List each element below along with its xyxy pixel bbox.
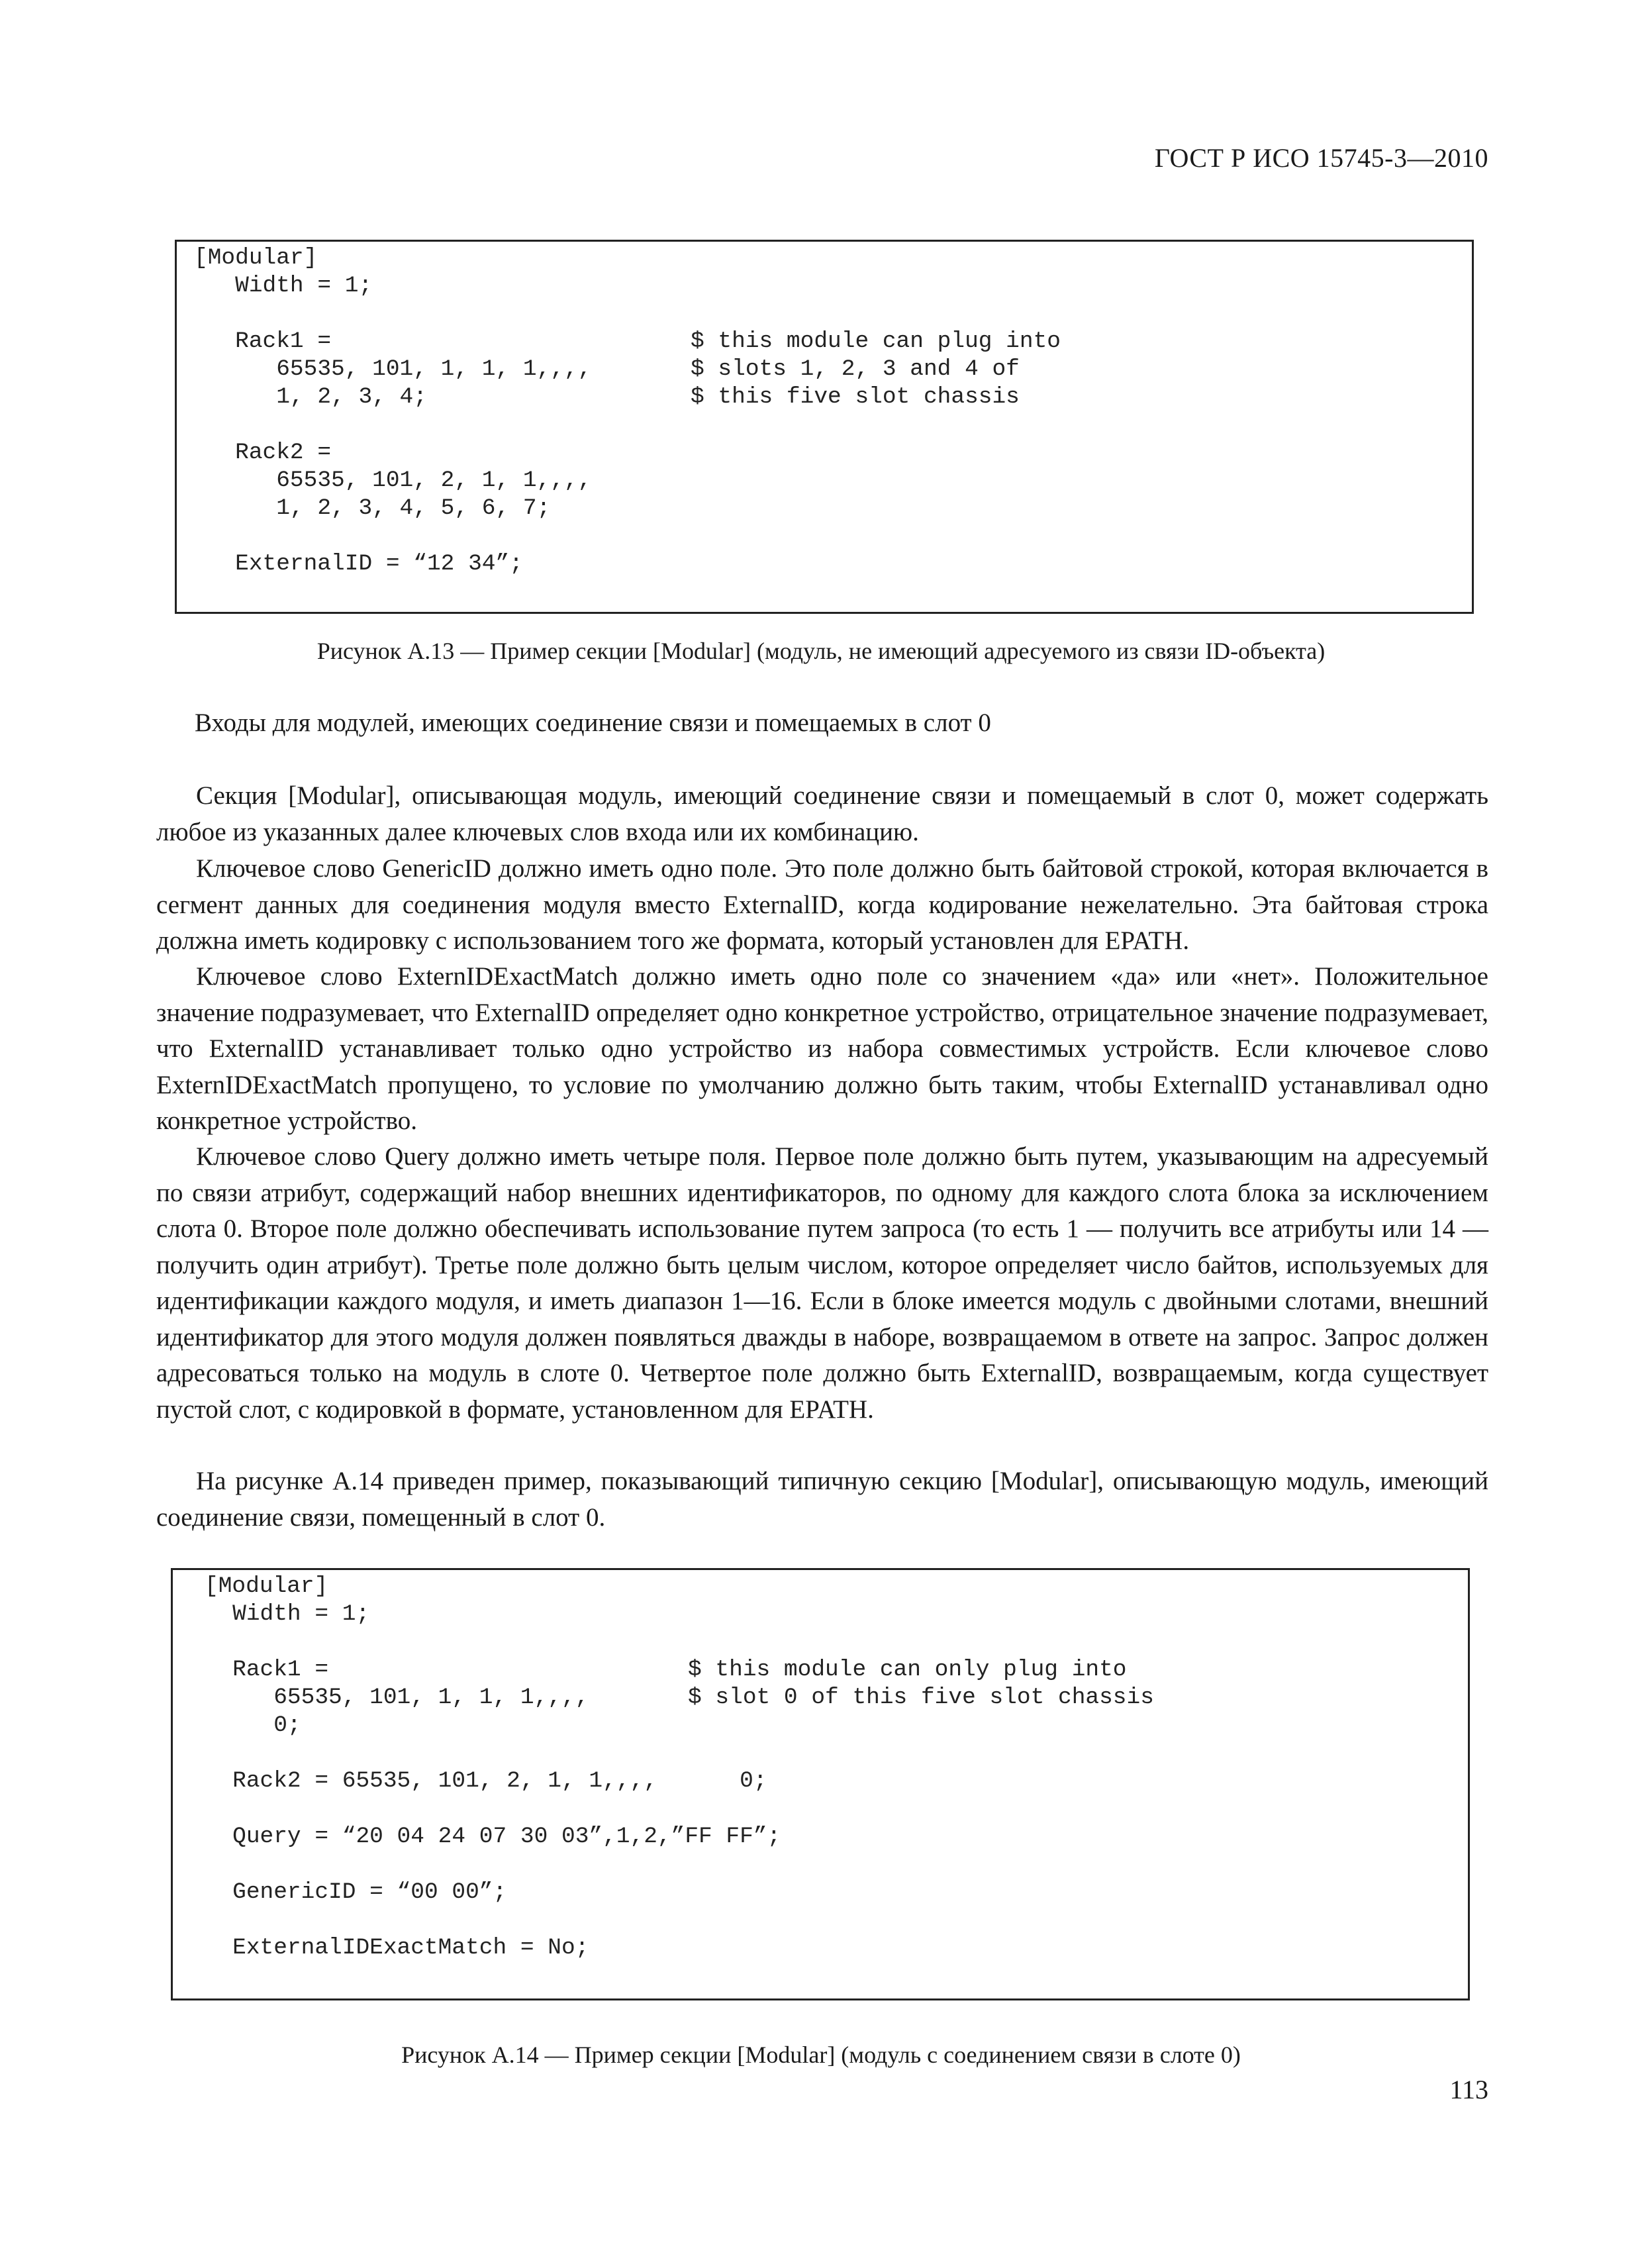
code-line: Query = “20 04 24 07 30 03”,1,2,”FF FF”; xyxy=(191,1824,781,1849)
code-line: ExternalIDExactMatch = No; xyxy=(191,1935,589,1961)
code-line: Rack1 = xyxy=(194,328,332,354)
code-line: ExternalID = “12 34”; xyxy=(194,551,523,577)
paragraph: Секция [Modular], описывающая модуль, имеющий соединение связи и помещаемый в слот 0, может содержать любое из указанных далее ключевых слов входа или их комбинацию. xyxy=(156,781,1488,846)
paragraph: На рисунке А.14 приведен пример, показывающий типичную секцию [Modular], описывающую модуль, имеющий соединение связи, помещенный в слот 0. xyxy=(156,1467,1488,1532)
code-block-figure-a14 xyxy=(171,1568,1470,2000)
code-comment: $ slots 1, 2, 3 and 4 of xyxy=(691,356,1020,382)
code-line: 65535, 101, 1, 1, 1,,,, xyxy=(191,1685,589,1710)
code-comment: $ this module can only plug into xyxy=(688,1657,1127,1683)
code-line: 65535, 101, 1, 1, 1,,,, xyxy=(194,356,592,382)
code-comment: $ slot 0 of this five slot chassis xyxy=(688,1685,1154,1710)
paragraph: Ключевое слово ExternIDExactMatch должно иметь одно поле со значением «да» или «нет». Положительное значение подразумевает, что ExternalID определяет одно конкретное устройство, отрицательное значение подразумевает, что ExternalID устанавливает только одно устройство из набора совместимых устройств. Если ключевое слово ExternIDExactMatch пропущено, то условие по умолчанию должно быть таким, чтобы ExternalID устанавливал одно конкретное устройство. xyxy=(156,962,1488,1135)
code-line: GenericID = “00 00”; xyxy=(191,1879,507,1905)
figure-caption-a14: Рисунок А.14 — Пример секции [Modular] (модуль с соединением связи в слоте 0) xyxy=(401,2042,1241,2068)
code-line: 1, 2, 3, 4; xyxy=(194,384,427,410)
page-number: 113 xyxy=(1449,2075,1488,2104)
code-line: Rack2 = 65535, 101, 2, 1, 1,,,, 0; xyxy=(191,1768,767,1794)
figure-caption-a13: Рисунок А.13 — Пример секции [Modular] (модуль, не имеющий адресуемого из связи ID-объекта) xyxy=(316,638,1326,664)
paragraph: Ключевое слово GenericID должно иметь одно поле. Это поле должно быть байтовой строкой, которая включается в сегмент данных для соединения модуля вместо ExternalID, когда кодирование нежелательно. Эта байтовая строка должна иметь кодировку с использованием того же формата, который установлен для EPATH. xyxy=(156,854,1488,955)
code-block-figure-a13 xyxy=(175,240,1474,614)
code-line: Width = 1; xyxy=(191,1601,370,1627)
code-line: [Modular] xyxy=(194,245,318,271)
paragraph: Ключевое слово Query должно иметь четыре поля. Первое поле должно быть путем, указывающим на адресуемый по связи атрибут, содержащий набор внешних идентификаторов, по одному для каждого слота блока за исключением слота 0. Второе поле должно обеспечивать использование путем запроса (то есть 1 — получить все атрибуты или 14 — получить один атрибут). Третье поле должно быть целым числом, которое определяет число байтов, используемых для идентификации каждого модуля, и иметь диапазон 1—16. Если в блоке имеется модуль с двойными слотами, внешний идентификатор для этого модуля должен появляться дважды в наборе, возвращаемом в ответе на запрос. Запрос должен адресоваться только на модуль в слоте 0. Четвертое поле должно быть ExternalID, возвращаемым, когда существует пустой слот, с кодировкой в формате, установленном для EPATH. xyxy=(156,1142,1488,1424)
page-header: ГОСТ Р ИСО 15745-3—2010 xyxy=(1154,143,1488,173)
code-comment: $ this module can plug into xyxy=(691,328,1061,354)
section-subheading: Входы для модулей, имеющих соединение связи и помещаемых в слот 0 xyxy=(195,709,991,737)
code-comment: $ this five slot chassis xyxy=(691,384,1020,410)
code-line: Width = 1; xyxy=(194,273,373,299)
code-line: 1, 2, 3, 4, 5, 6, 7; xyxy=(194,495,551,521)
code-line: Rack1 = xyxy=(191,1657,329,1683)
code-line: 0; xyxy=(191,1712,301,1738)
code-line: 65535, 101, 2, 1, 1,,,, xyxy=(194,468,592,493)
code-line: [Modular] xyxy=(205,1573,328,1599)
code-line: Rack2 = xyxy=(194,440,332,466)
